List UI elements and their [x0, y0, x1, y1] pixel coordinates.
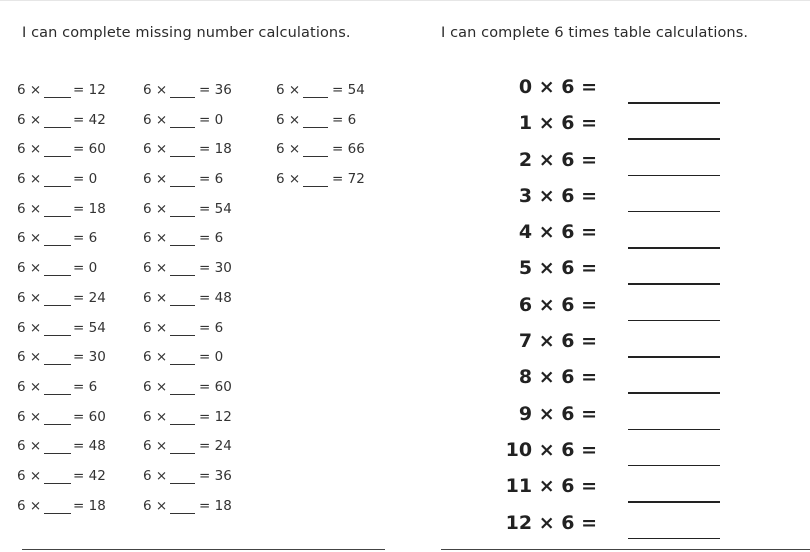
question-result	[73, 141, 106, 157]
times-table-row	[500, 471, 800, 507]
question-prefix: 6 ×	[17, 141, 42, 158]
missing-number-question	[143, 468, 268, 498]
question-prefix: 6 ×	[143, 349, 168, 366]
equals-sign: =	[332, 141, 344, 158]
question-result	[199, 379, 232, 395]
times-table-heading: I can complete 6 times table calculations.	[441, 25, 749, 41]
result-value: 12	[88, 82, 106, 98]
question-result	[199, 409, 232, 425]
answer-line[interactable]	[628, 175, 720, 177]
answer-blank[interactable]	[170, 305, 195, 306]
question-prefix: 6 ×	[17, 171, 42, 188]
equals-sign: =	[73, 141, 85, 158]
equals-sign: =	[199, 111, 211, 128]
equals-sign: =	[332, 111, 344, 128]
equals-sign: =	[332, 171, 344, 188]
result-value: 42	[88, 111, 106, 128]
question-result	[199, 260, 232, 276]
answer-blank[interactable]	[170, 394, 195, 395]
question-result	[73, 349, 106, 365]
equals-sign: =	[199, 289, 211, 306]
question-prefix: 6 ×	[143, 378, 168, 395]
times-table-row	[500, 72, 800, 108]
equals-sign: =	[73, 438, 85, 455]
answer-blank[interactable]	[170, 186, 195, 187]
result-value: 30	[88, 349, 106, 366]
question-prefix: 6 ×	[276, 82, 301, 98]
question-prefix: 6 ×	[17, 260, 42, 277]
question-result	[73, 82, 106, 98]
times-table-row	[500, 326, 800, 362]
result-value: 42	[88, 467, 106, 484]
answer-line[interactable]	[628, 501, 720, 503]
missing-number-question	[143, 230, 268, 260]
missing-number-question	[17, 379, 142, 409]
equals-sign: =	[199, 230, 211, 247]
question-result	[73, 230, 97, 246]
question-prefix: 6 ×	[143, 467, 168, 484]
equals-sign: =	[73, 349, 85, 366]
answer-line[interactable]	[628, 465, 720, 467]
answer-blank[interactable]	[303, 186, 328, 187]
equals-sign: =	[73, 230, 85, 247]
missing-number-question	[17, 468, 142, 498]
answer-blank[interactable]	[170, 364, 195, 365]
result-value: 54	[88, 319, 106, 336]
times-table-row	[500, 399, 800, 435]
question-result	[332, 82, 365, 98]
result-value: 0	[88, 260, 98, 277]
result-value: 18	[214, 141, 232, 158]
equals-sign: =	[73, 200, 85, 217]
missing-number-question	[143, 409, 268, 439]
answer-blank[interactable]	[44, 513, 71, 514]
missing-number-question	[143, 260, 268, 290]
answer-line[interactable]	[628, 356, 720, 358]
question-prefix: 6 ×	[143, 319, 168, 336]
answer-blank[interactable]	[44, 335, 71, 336]
answer-blank[interactable]	[303, 97, 328, 98]
missing-number-question	[143, 201, 268, 231]
missing-number-question	[17, 230, 142, 260]
answer-line[interactable]	[628, 429, 720, 431]
question-prefix: 6 ×	[17, 408, 42, 425]
times-table-row	[500, 108, 800, 144]
times-expression: 11 × 6 =	[505, 475, 597, 498]
times-expression: 1 × 6 =	[518, 112, 597, 135]
question-result	[332, 141, 365, 157]
equals-sign: =	[199, 467, 211, 484]
question-result	[199, 320, 223, 336]
question-result	[73, 498, 106, 514]
answer-blank[interactable]	[44, 275, 71, 276]
equals-sign: =	[199, 200, 211, 217]
equals-sign: =	[199, 408, 211, 425]
question-prefix: 6 ×	[17, 289, 42, 306]
bottom-divider-left	[22, 549, 385, 550]
times-table-row	[500, 435, 800, 471]
result-value: 48	[214, 289, 232, 306]
answer-blank[interactable]	[44, 305, 71, 306]
times-expression: 6 × 6 =	[518, 293, 597, 316]
answer-line[interactable]	[628, 538, 720, 540]
question-result	[73, 468, 106, 484]
answer-blank[interactable]	[44, 127, 71, 128]
missing-number-question	[143, 171, 268, 201]
times-expression: 12 × 6 =	[505, 511, 597, 534]
question-result	[73, 320, 106, 336]
times-expression: 3 × 6 =	[518, 184, 597, 207]
result-value: 18	[214, 497, 232, 514]
missing-number-question	[143, 141, 268, 171]
times-table-row	[500, 508, 800, 544]
missing-number-question	[17, 290, 142, 320]
question-prefix: 6 ×	[143, 260, 168, 277]
result-value: 12	[214, 408, 232, 425]
question-prefix: 6 ×	[143, 171, 168, 188]
missing-number-question	[17, 409, 142, 439]
answer-line[interactable]	[628, 247, 720, 249]
question-result	[73, 171, 97, 187]
equals-sign: =	[73, 319, 85, 336]
result-value: 24	[214, 438, 232, 455]
missing-number-column-2	[143, 82, 268, 527]
missing-number-heading: I can complete missing number calculations.	[22, 25, 351, 41]
question-result	[199, 201, 232, 217]
question-prefix: 6 ×	[17, 378, 42, 395]
answer-blank[interactable]	[44, 186, 71, 187]
result-value: 0	[214, 111, 224, 128]
question-result	[73, 260, 97, 276]
question-prefix: 6 ×	[143, 497, 168, 514]
missing-number-question	[143, 498, 268, 528]
equals-sign: =	[73, 497, 85, 514]
question-prefix: 6 ×	[17, 200, 42, 217]
missing-number-question	[17, 498, 142, 528]
answer-blank[interactable]	[44, 483, 71, 484]
question-prefix: 6 ×	[17, 497, 42, 514]
missing-number-question	[17, 201, 142, 231]
times-table-row	[500, 217, 800, 253]
question-prefix: 6 ×	[276, 171, 301, 188]
missing-number-question	[143, 379, 268, 409]
answer-blank[interactable]	[170, 483, 195, 484]
question-result	[199, 112, 223, 128]
result-value: 18	[88, 200, 106, 217]
question-prefix: 6 ×	[17, 111, 42, 128]
question-prefix: 6 ×	[143, 200, 168, 217]
missing-number-column-3	[276, 82, 401, 201]
result-value: 60	[214, 378, 232, 395]
result-value: 6	[347, 111, 357, 128]
question-prefix: 6 ×	[143, 289, 168, 306]
times-expression: 10 × 6 =	[505, 438, 597, 461]
equals-sign: =	[199, 171, 211, 188]
missing-number-question	[143, 82, 268, 112]
question-result	[73, 290, 106, 306]
answer-line[interactable]	[628, 320, 720, 322]
answer-blank[interactable]	[170, 335, 195, 336]
answer-blank[interactable]	[44, 453, 71, 454]
equals-sign: =	[199, 319, 211, 336]
question-prefix: 6 ×	[276, 141, 301, 158]
answer-blank[interactable]	[44, 97, 71, 98]
answer-blank[interactable]	[303, 156, 328, 157]
equals-sign: =	[199, 378, 211, 395]
times-expression: 7 × 6 =	[518, 330, 597, 353]
missing-number-question	[276, 171, 401, 201]
question-result	[199, 349, 223, 365]
times-expression: 9 × 6 =	[518, 402, 597, 425]
question-prefix: 6 ×	[143, 438, 168, 455]
times-table-row	[500, 362, 800, 398]
question-prefix: 6 ×	[143, 111, 168, 128]
missing-number-question	[143, 112, 268, 142]
equals-sign: =	[199, 438, 211, 455]
answer-line[interactable]	[628, 283, 720, 285]
bottom-divider-right	[441, 549, 810, 550]
question-result	[199, 141, 232, 157]
equals-sign: =	[73, 111, 85, 128]
equals-sign: =	[73, 171, 85, 188]
question-result	[199, 468, 232, 484]
missing-number-question	[276, 141, 401, 171]
missing-number-question	[17, 349, 142, 379]
answer-line[interactable]	[628, 211, 720, 213]
equals-sign: =	[73, 260, 85, 277]
equals-sign: =	[199, 260, 211, 277]
question-result	[73, 379, 97, 395]
answer-blank[interactable]	[170, 275, 195, 276]
equals-sign: =	[332, 82, 344, 98]
answer-blank[interactable]	[170, 216, 195, 217]
question-result	[73, 201, 106, 217]
missing-number-question	[276, 112, 401, 142]
answer-blank[interactable]	[170, 453, 195, 454]
question-prefix: 6 ×	[143, 141, 168, 158]
times-table-list	[500, 72, 800, 544]
equals-sign: =	[73, 467, 85, 484]
question-result	[199, 171, 223, 187]
result-value: 54	[214, 200, 232, 217]
result-value: 66	[347, 141, 365, 158]
missing-number-question	[17, 320, 142, 350]
answer-line[interactable]	[628, 392, 720, 394]
result-value: 18	[88, 497, 106, 514]
question-result	[73, 112, 106, 128]
result-value: 36	[214, 467, 232, 484]
times-table-row	[500, 253, 800, 289]
equals-sign: =	[73, 289, 85, 306]
result-value: 30	[214, 260, 232, 277]
question-prefix: 6 ×	[276, 111, 301, 128]
missing-number-question	[17, 112, 142, 142]
result-value: 6	[214, 230, 224, 247]
answer-blank[interactable]	[44, 216, 71, 217]
result-value: 0	[214, 349, 224, 366]
result-value: 6	[214, 319, 224, 336]
answer-blank[interactable]	[170, 97, 195, 98]
result-value: 6	[88, 230, 98, 247]
missing-number-question	[143, 320, 268, 350]
equals-sign: =	[199, 349, 211, 366]
missing-number-question	[17, 141, 142, 171]
question-prefix: 6 ×	[17, 438, 42, 455]
question-result	[332, 171, 365, 187]
times-table-row	[500, 290, 800, 326]
times-expression: 4 × 6 =	[518, 221, 597, 244]
question-result	[199, 230, 223, 246]
missing-number-question	[143, 349, 268, 379]
question-result	[73, 409, 106, 425]
missing-number-question	[143, 438, 268, 468]
answer-blank[interactable]	[170, 424, 195, 425]
result-value: 24	[88, 289, 106, 306]
times-expression: 5 × 6 =	[518, 257, 597, 280]
question-result	[332, 112, 356, 128]
question-result	[199, 82, 232, 98]
result-value: 0	[88, 171, 98, 188]
question-result	[199, 438, 232, 454]
missing-number-question	[276, 82, 401, 112]
result-value: 60	[88, 141, 106, 158]
missing-number-question	[17, 82, 142, 112]
times-table-row	[500, 145, 800, 181]
question-prefix: 6 ×	[17, 467, 42, 484]
missing-number-question	[17, 171, 142, 201]
question-result	[73, 438, 106, 454]
answer-blank[interactable]	[44, 394, 71, 395]
result-value: 54	[347, 82, 365, 98]
question-prefix: 6 ×	[143, 82, 168, 98]
equals-sign: =	[199, 141, 211, 158]
missing-number-question	[143, 290, 268, 320]
equals-sign: =	[73, 378, 85, 395]
answer-blank[interactable]	[44, 364, 71, 365]
result-value: 6	[214, 171, 224, 188]
times-expression: 0 × 6 =	[518, 76, 597, 98]
result-value: 6	[88, 378, 98, 395]
answer-blank[interactable]	[44, 424, 71, 425]
question-prefix: 6 ×	[17, 82, 42, 98]
result-value: 48	[88, 438, 106, 455]
question-prefix: 6 ×	[17, 319, 42, 336]
answer-line[interactable]	[628, 138, 720, 140]
answer-blank[interactable]	[170, 156, 195, 157]
result-value: 72	[347, 171, 365, 188]
answer-blank[interactable]	[303, 127, 328, 128]
equals-sign: =	[199, 82, 211, 98]
question-result	[199, 498, 232, 514]
times-expression: 2 × 6 =	[518, 148, 597, 171]
result-value: 36	[214, 82, 232, 98]
answer-blank[interactable]	[170, 245, 195, 246]
missing-number-column-1	[17, 82, 142, 527]
question-prefix: 6 ×	[17, 349, 42, 366]
question-prefix: 6 ×	[17, 230, 42, 247]
missing-number-question	[17, 438, 142, 468]
question-result	[199, 290, 232, 306]
answer-blank[interactable]	[44, 156, 71, 157]
times-expression: 8 × 6 =	[518, 366, 597, 389]
page-top-border	[0, 0, 810, 1]
equals-sign: =	[73, 408, 85, 425]
times-table-row	[500, 181, 800, 217]
answer-blank[interactable]	[44, 245, 71, 246]
answer-line[interactable]	[628, 102, 720, 104]
answer-blank[interactable]	[170, 127, 195, 128]
equals-sign: =	[73, 82, 85, 98]
answer-blank[interactable]	[170, 513, 195, 514]
question-prefix: 6 ×	[143, 230, 168, 247]
result-value: 60	[88, 408, 106, 425]
missing-number-question	[17, 260, 142, 290]
equals-sign: =	[199, 497, 211, 514]
question-prefix: 6 ×	[143, 408, 168, 425]
